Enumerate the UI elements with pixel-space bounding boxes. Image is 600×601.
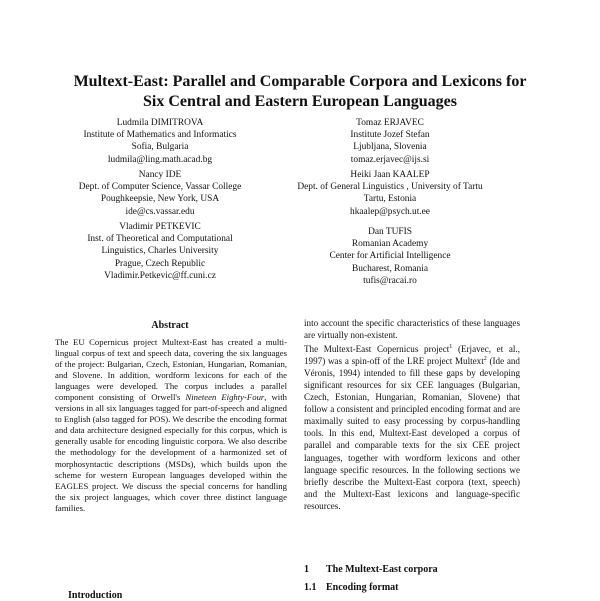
author-name: Dan TUFIS (368, 227, 412, 237)
author-affiliation: Dept. of Computer Science, Vassar College (78, 182, 242, 193)
author-name: Tomaz ERJAVEC (356, 118, 424, 128)
author-block-kaalep (290, 169, 490, 218)
introduction-heading: Introduction (68, 590, 123, 601)
author-location: Bucharest, Romania (351, 263, 429, 274)
body-text-a: The Multext-East Copernicus project (304, 344, 450, 355)
author-affiliation: Romanian Academy (351, 239, 429, 250)
footnote-marker-1: 1 (449, 344, 453, 351)
paper-title (40, 72, 560, 112)
author-location: Sofia, Bulgaria (131, 142, 189, 153)
author-affiliation: Inst. of Theoretical and Computational (87, 234, 233, 245)
author-email: ide@cs.vassar.edu (125, 206, 195, 217)
author-block-erjavec (290, 117, 490, 166)
abstract-text-1: The EU Copernicus project Multext-East has created a multi-lingual corpus of text and speech data, covering the six languages of the project: Bulgarian, Czech, Estonian, Hungarian, Romanian, and Slovene. In addition, wordform lexicons for each of the languages were developed. The corpus includes a parallel component consisting of Orwell's (55, 337, 287, 403)
section-heading-1-1 (304, 582, 399, 593)
author-block-tufis (290, 226, 490, 287)
author-name: Nancy IDE (138, 170, 182, 180)
footnote-marker-2: 2 (483, 356, 487, 363)
section-title: Encoding format (326, 582, 399, 593)
section-number: 1 (304, 564, 309, 575)
body-text-b: (Erjavec, et al., 1997) was a spin-off of the LRE project Multext (304, 344, 521, 367)
author-block-ide (60, 169, 260, 218)
section-heading-1 (304, 564, 438, 575)
author-affiliation: Dept. of General Linguistics , University of Tartu (297, 182, 483, 193)
author-name: Heiki Jaan KAALEP (350, 170, 430, 180)
author-block-petkevic (60, 221, 260, 282)
author-email: tufis@racai.ro (363, 275, 417, 286)
abstract-heading: Abstract (151, 320, 189, 331)
body-paragraph-1: into account the specific characteristics of these languages are virtually non-existent. (304, 318, 520, 341)
abstract-book-title: Nineteen Eighty-Four (185, 392, 265, 403)
author-block-dimitrova (60, 117, 260, 166)
title-line-1: Multext-East: Parallel and Comparable Corpora and Lexicons for (73, 73, 527, 90)
author-location: Ljubljana, Slovenia (353, 142, 427, 153)
author-affiliation: Institute of Mathematics and Informatics (83, 130, 237, 141)
right-column-text (304, 317, 520, 514)
author-affiliation: Institute Jozef Stefan (350, 130, 430, 141)
abstract-text-2: , with versions in all six languages tagged for part-of-speech and aligned to English (also tagged for POS). We describe the encoding format and data architecture designed especially for this corpus, which is generally usable for encoding linguistic corpora. We also describe the methodology for the development of a harmonized set of morphosyntactic descriptions (MSDs), which builds upon the scheme for western European languages developed within the EAGLES project. We discuss the special concerns for handling the six project languages, which cover three distinct language families. (55, 392, 287, 513)
section-number: 1.1 (304, 582, 317, 593)
author-email: tomaz.erjavec@ijs.si (350, 154, 430, 165)
title-line-2: Six Central and Eastern European Languages (143, 93, 457, 110)
body-text-c: (Ide and Véronis, 1994) intended to fill these gaps by developing significant resources for six CEE languages (Bulgarian, Czech, Estonian, Hungarian, Romanian, Slovene) that follow a consistent and principled encoding format and are maximally suited to easy processing by corpus-handling tools. In this end, Multext-East developed a corpus of parallel and comparable texts for the six CEE project languages, together with wordform lexicons and other language specific resources. In the following sections we briefly describe the Multext-East corpora (text, speech) and the Multext-East lexicons and language-specific resources. (304, 356, 520, 511)
body-paragraph-2 (304, 343, 520, 512)
author-affiliation-2: Center for Artificial Intelligence (329, 251, 451, 262)
author-email: ludmila@ling.math.acad.bg (107, 154, 213, 165)
author-name: Ludmila DIMITROVA (116, 118, 204, 128)
author-name: Vladimir PETKEVIC (119, 222, 201, 232)
author-affiliation-2: Linguistics, Charles University (101, 246, 219, 257)
author-email: hkaalep@psych.ut.ee (350, 206, 430, 217)
author-location: Poughkeepsie, New York, USA (100, 194, 220, 205)
abstract-paragraph (55, 337, 287, 514)
author-location: Prague, Czech Republic (114, 258, 206, 269)
section-title: The Multext-East corpora (326, 564, 438, 575)
abstract-body (55, 337, 287, 514)
author-email: Vladimir.Petkevic@ff.cuni.cz (104, 270, 216, 281)
author-location: Tartu, Estonia (363, 194, 417, 205)
